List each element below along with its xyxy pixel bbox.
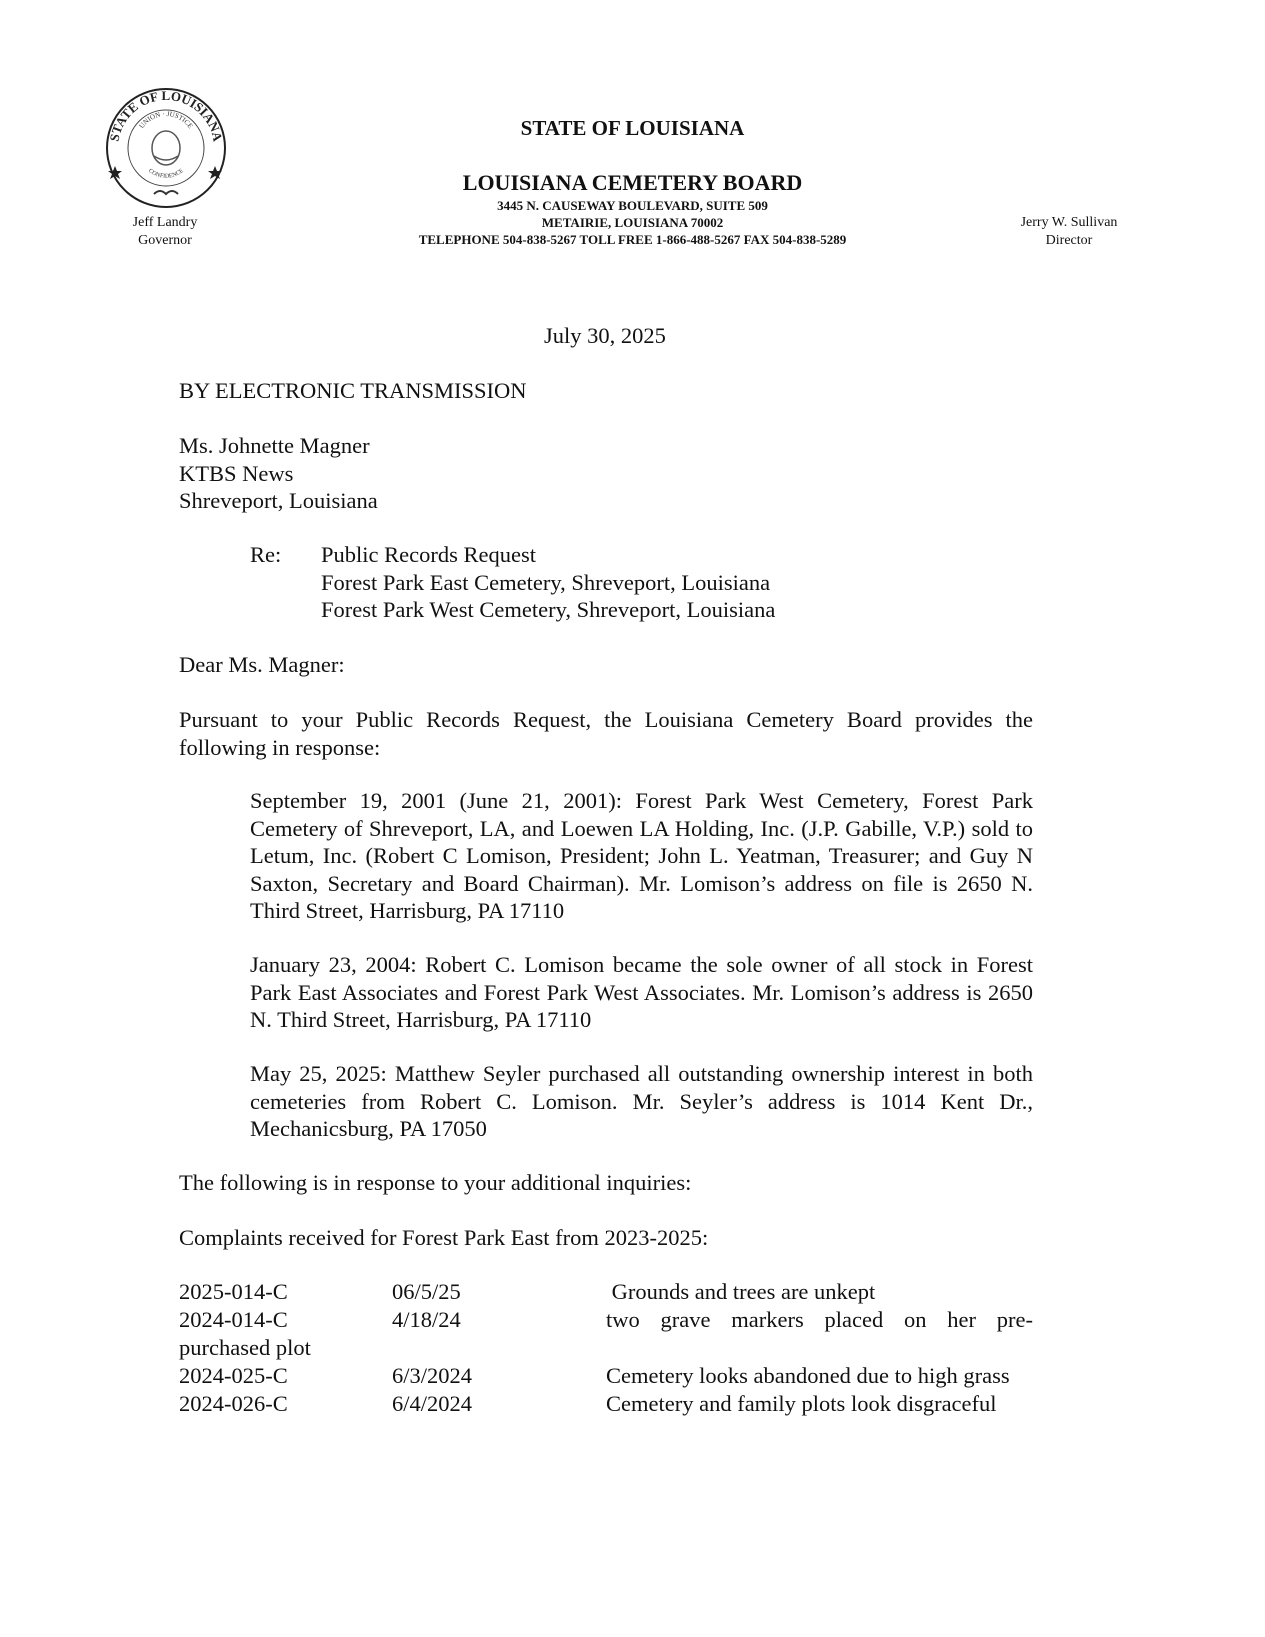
re-block (321, 541, 775, 624)
letterhead-state: STATE OF LOUISIANA (520, 116, 745, 140)
ownership-item: September 19, 2001 (June 21, 2001): Forest Park West Cemetery, Forest Park Cemetery of Shreveport, LA, and Loewen LA Holding, Inc. (J.P. Gabille, V.P.) sold to Letum, Inc. (Robert C Lomison, President; John L. Yeatman, Treasurer; and Guy N Saxton, Secretary and Board Chairman). Mr. Lomison’s address on file is 2650 N. Third Street, Harrisburg, PA 17110 (250, 788, 1033, 923)
ownership-item: May 25, 2025: Matthew Seyler purchased all outstanding ownership interest in both cemeteries from Robert C. Lomison. Mr. Seyler’s address is 1014 Kent Dr., Mechanicsburg, PA 17050 (250, 1061, 1033, 1141)
re-label: Re: (250, 542, 282, 567)
complaint-row (179, 1363, 1033, 1390)
complaint-row-continuation (179, 1335, 1033, 1362)
complaint-row (179, 1279, 1033, 1306)
complaint-id: 2024-026-C (179, 1391, 288, 1416)
letterhead-phones: TELEPHONE 504-838-5267 TOLL FREE 1-866-488-5267 FAX 504-838-5289 (418, 232, 847, 247)
complaints-heading: Complaints received for Forest Park East from 2023-2025: (179, 1225, 709, 1250)
complaint-id: 2025-014-C (179, 1279, 288, 1304)
complaint-date: 6/4/2024 (392, 1391, 473, 1416)
complaint-row (179, 1391, 1033, 1418)
intro-paragraph: Pursuant to your Public Records Request, the Louisiana Cemetery Board provides the following in response: (179, 707, 1033, 760)
complaint-description: Cemetery and family plots look disgraceful (606, 1391, 997, 1416)
complaint-date: 06/5/25 (392, 1279, 461, 1304)
complaint-description: Grounds and trees are unkept (606, 1279, 876, 1304)
recipient-org: KTBS News (179, 460, 294, 486)
letter-date: July 30, 2025 (544, 323, 666, 348)
delivery-method: BY ELECTRONIC TRANSMISSION (179, 378, 527, 403)
complaint-id: 2024-025-C (179, 1363, 288, 1388)
re-line: Forest Park East Cemetery, Shreveport, Louisiana (321, 569, 771, 595)
ownership-item: January 23, 2004: Robert C. Lomison became the sole owner of all stock in Forest Park East Associates and Forest Park West Associates. Mr. Lomison’s address is 2650 N. Third Street, Harrisburg, PA 17110 (250, 952, 1033, 1032)
complaint-description: two grave markers placed on her pre- (606, 1307, 1033, 1332)
recipient-location: Shreveport, Louisiana (179, 488, 378, 513)
re-line: Public Records Request (321, 542, 536, 567)
complaint-row (179, 1307, 1033, 1334)
svg-text:UNION · JUSTICE: UNION · JUSTICE (137, 109, 195, 130)
director-name: Jerry W. Sullivan (1020, 215, 1118, 230)
recipient-name: Ms. Johnette Magner (179, 433, 370, 458)
salutation: Dear Ms. Magner: (179, 652, 345, 677)
complaint-description-continued: purchased plot (179, 1335, 311, 1360)
recipient-block (179, 432, 1033, 515)
svg-text:CONFIDENCE: CONFIDENCE (147, 168, 185, 180)
complaint-date: 4/18/24 (392, 1307, 461, 1332)
svg-text:STATE OF LOUISIANA: STATE OF LOUISIANA (106, 87, 226, 143)
re-line: Forest Park West Cemetery, Shreveport, Louisiana (321, 597, 776, 622)
director-block (1005, 214, 1133, 250)
additional-inquiries: The following is in response to your additional inquiries: (179, 1170, 692, 1195)
letterhead-address1: 3445 N. CAUSEWAY BOULEVARD, SUITE 509 (497, 198, 768, 213)
complaint-date: 6/3/2024 (392, 1363, 473, 1388)
governor-title: Governor (138, 233, 192, 248)
governor-block (115, 214, 215, 250)
complaint-description: Cemetery looks abandoned due to high grass (606, 1363, 1010, 1388)
governor-name: Jeff Landry (132, 215, 198, 230)
complaint-id: 2024-014-C (179, 1307, 288, 1332)
director-title: Director (1045, 233, 1093, 248)
letterhead-address2: METAIRIE, LOUISIANA 70002 (541, 215, 724, 230)
letterhead-agency: LOUISIANA CEMETERY BOARD (462, 170, 803, 195)
